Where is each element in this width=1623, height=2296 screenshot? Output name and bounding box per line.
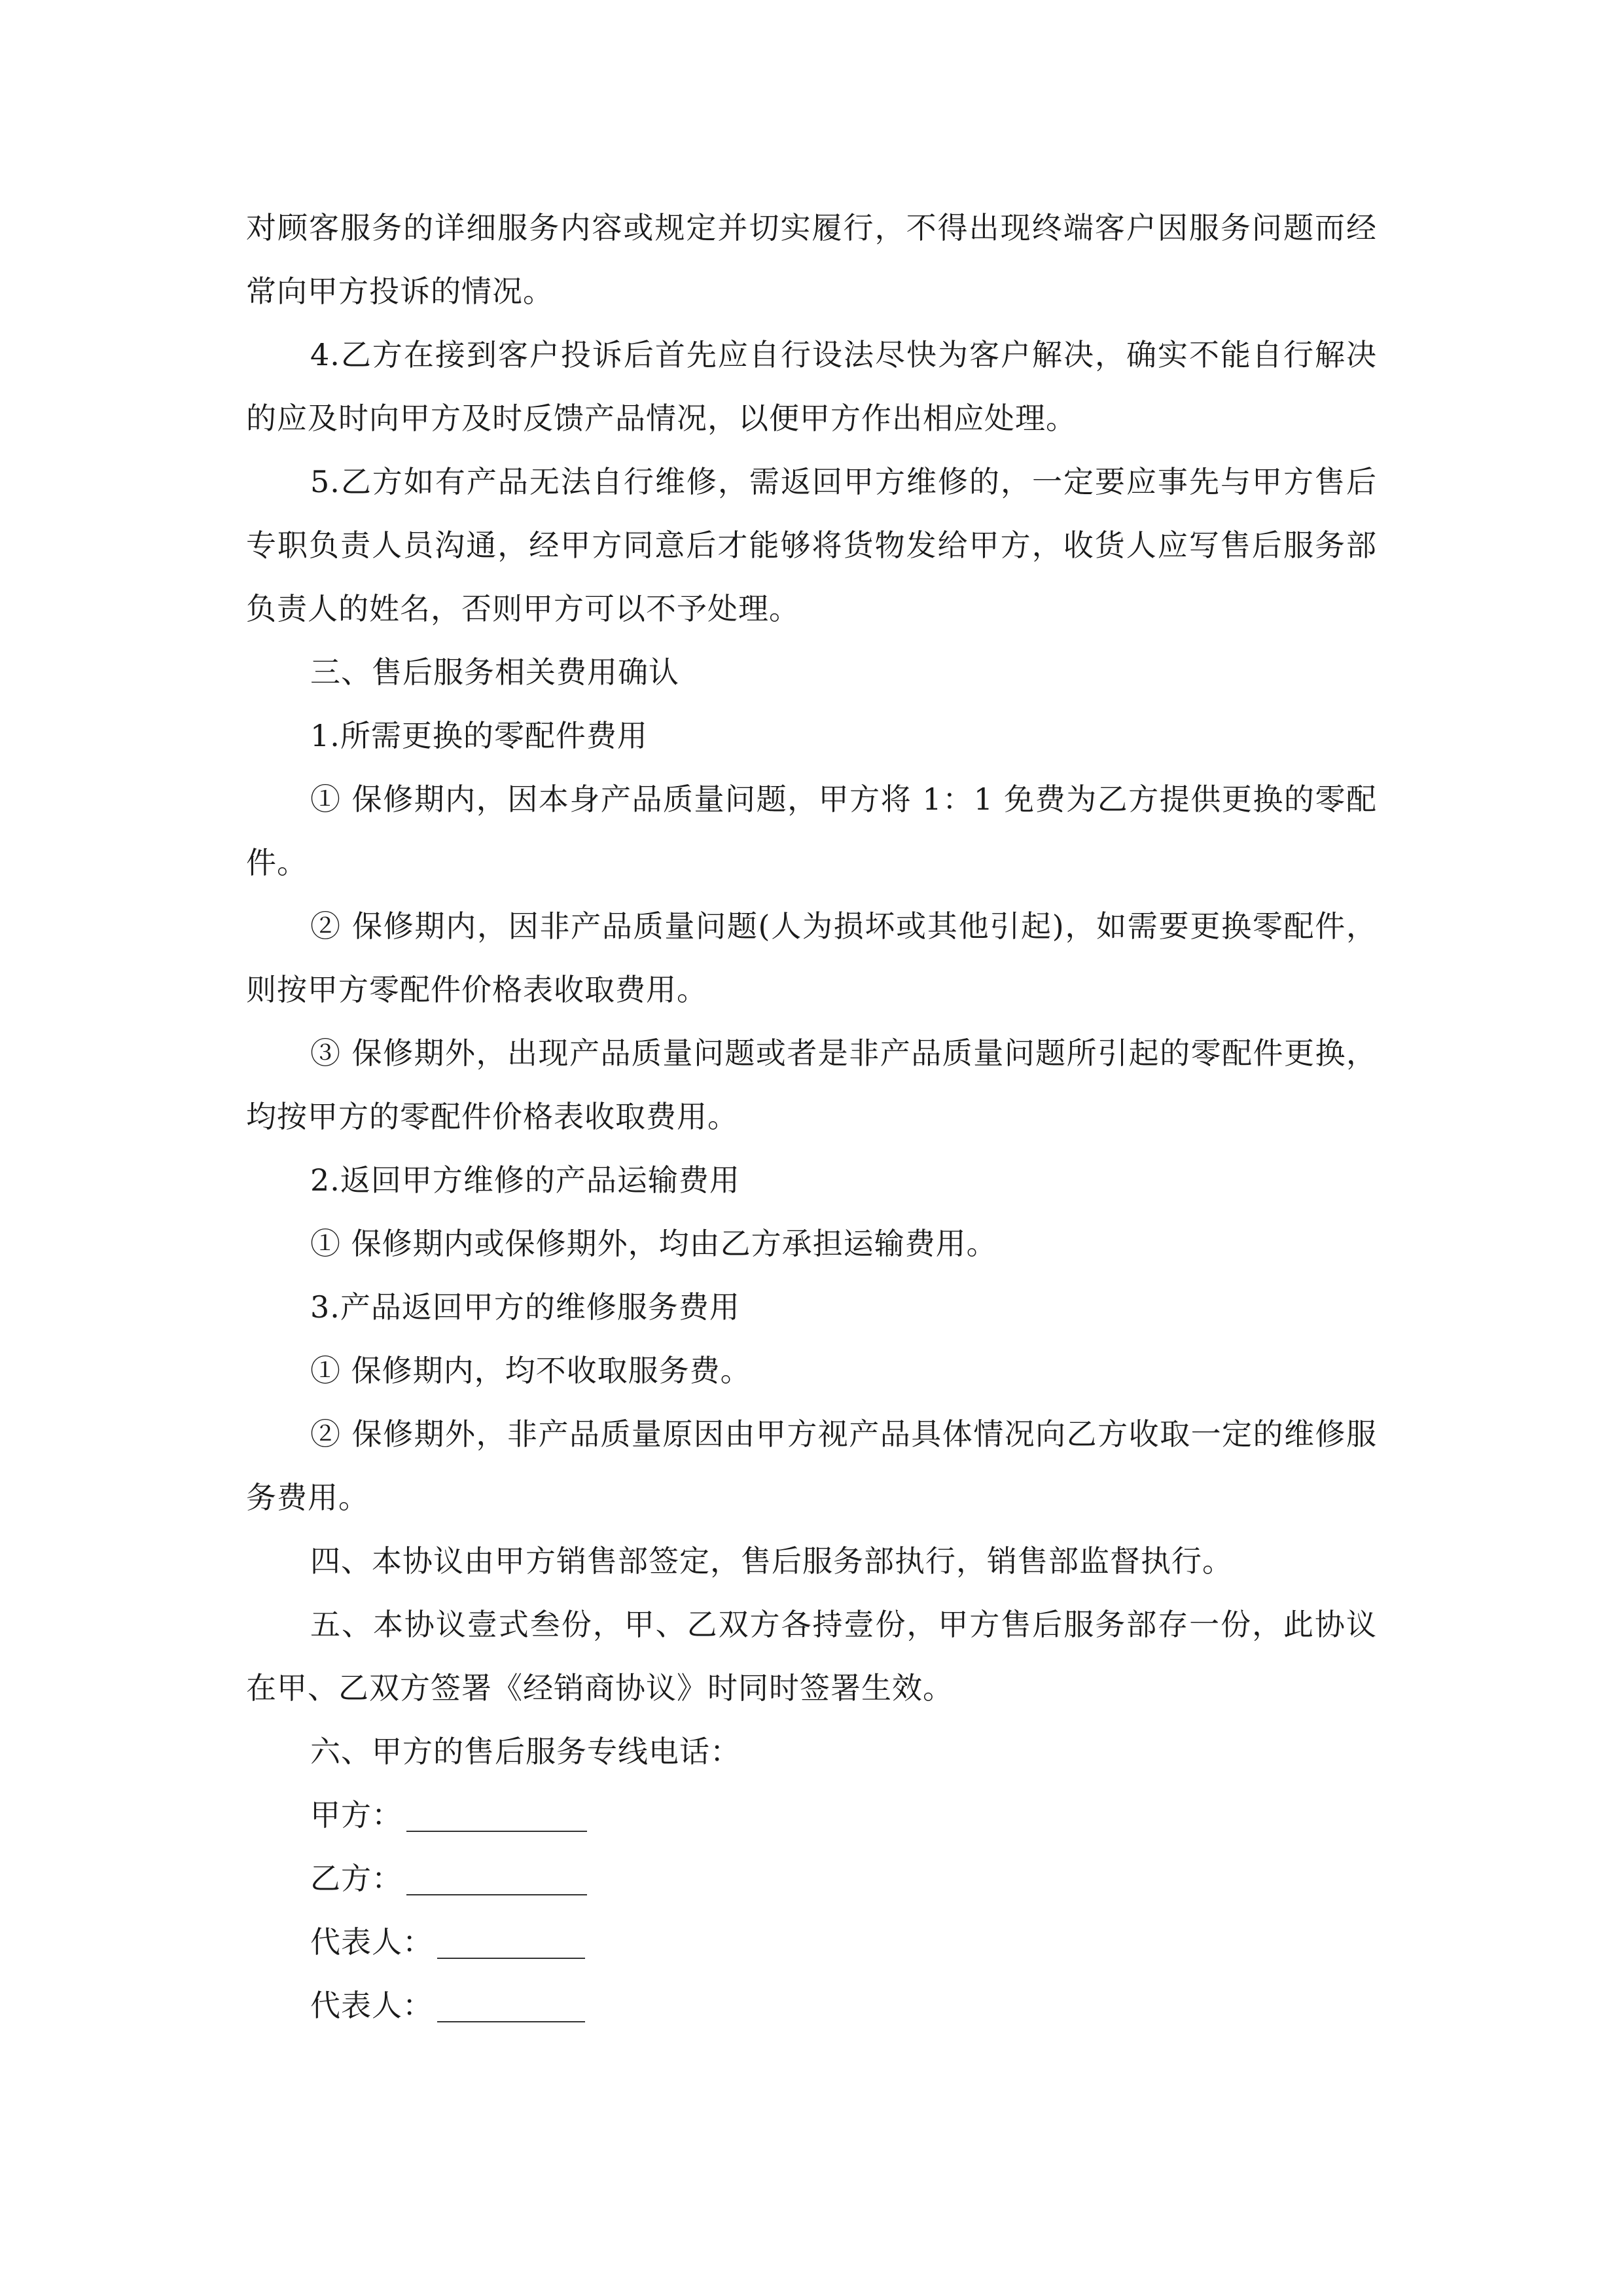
item-service-1: ① 保修期内，均不收取服务费。 [310,1353,751,1388]
paragraph-clause-4: 4.乙方在接到客户投诉后首先应自行设法尽快为客户解决，确实不能自行解决的应及时向甲方及时反馈产品情况，以便甲方作出相应处理。 [246,337,1377,436]
paragraph-clause-5: 5.乙方如有产品无法自行维修，需返回甲方维修的，一定要应事先与甲方售后专职负责人员沟通，经甲方同意后才能够将货物发给甲方，收货人应写售后服务部负责人的姓名，否则甲方可以不予处理。 [246,464,1377,626]
signature-label-representative-1: 代表人： [310,1924,433,1960]
item-parts-1: ① 保修期内，因本身产品质量问题，甲方将 1：1 免费为乙方提供更换的零配件。 [246,781,1377,880]
item-parts-2: ② 保修期内，因非产品质量问题(人为损坏或其他引起)，如需要更换零配件，则按甲方零配件价格表收取费用。 [246,908,1377,1007]
subheading-parts-cost: 1.所需更换的零配件费用 [310,718,648,753]
paragraph-continuation: 对顾客服务的详细服务内容或规定并切实履行，不得出现终端客户因服务问题而经常向甲方投诉的情况。 [246,210,1377,309]
signature-line-representative-2 [437,2021,585,2022]
signature-line-party-a [406,1831,587,1832]
signature-representative-1 [246,1910,1377,1974]
document-page [246,196,1377,2037]
item-shipping-1: ① 保修期内或保修期外，均由乙方承担运输费用。 [310,1226,997,1261]
signature-label-representative-2: 代表人： [310,1988,433,2023]
signature-party-a [246,1784,1377,1847]
signature-label-party-a: 甲方： [310,1797,402,1833]
subheading-shipping-cost: 2.返回甲方维修的产品运输费用 [310,1162,740,1198]
signature-party-b [246,1847,1377,1910]
section-heading-fees: 三、售后服务相关费用确认 [310,655,679,690]
signature-line-party-b [406,1894,587,1895]
section-four: 四、本协议由甲方销售部签定，售后服务部执行，销售部监督执行。 [310,1543,1233,1579]
item-parts-3: ③ 保修期外，出现产品质量问题或者是非产品质量问题所引起的零配件更换，均按甲方的零配件价格表收取费用。 [246,1035,1377,1134]
signature-representative-2 [246,1974,1377,2037]
signature-line-representative-1 [437,1958,585,1959]
item-service-2: ② 保修期外，非产品质量原因由甲方视产品具体情况向乙方收取一定的维修服务费用。 [246,1416,1377,1515]
subheading-service-cost: 3.产品返回甲方的维修服务费用 [310,1289,740,1325]
section-six: 六、甲方的售后服务专线电话： [310,1734,741,1769]
section-five: 五、本协议壹式叁份，甲、乙双方各持壹份，甲方售后服务部存一份，此协议在甲、乙双方签署《经销商协议》时同时签署生效。 [246,1607,1377,1706]
signature-label-party-b: 乙方： [310,1861,402,1896]
